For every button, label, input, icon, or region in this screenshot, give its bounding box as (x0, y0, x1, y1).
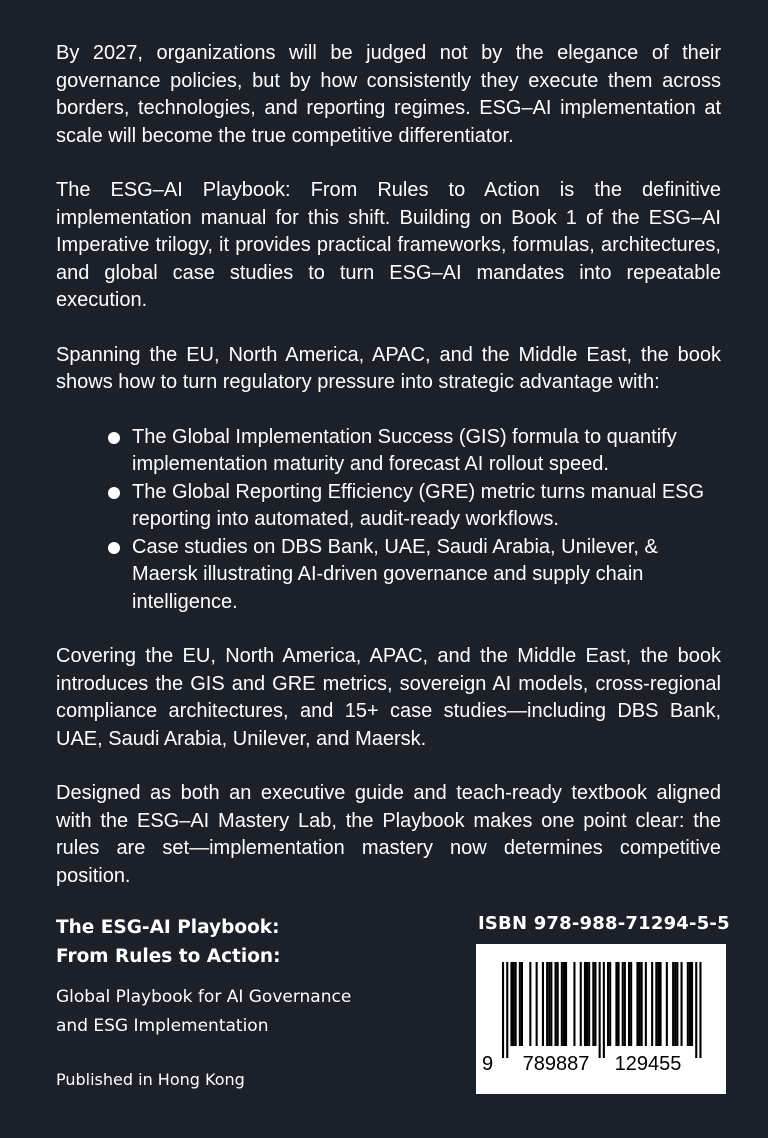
book-subtitle-line-1: Global Playbook for AI Governance (56, 987, 352, 1007)
book-subtitle (56, 983, 436, 1041)
barcode-bar (510, 962, 512, 1046)
barcode-bar (586, 962, 588, 1046)
barcode-bar (580, 962, 582, 1046)
barcode-bar (676, 962, 678, 1046)
barcode-bar (660, 962, 662, 1046)
intro-paragraph: By 2027, organizations will be judged not by the elegance of their governance policies, but by how consistently they execute them across borders, technologies, and reporting regimes. ESG–AI implementation at scale will become the true competitive differentiator. (56, 42, 721, 147)
barcode-bar (594, 962, 596, 1046)
book-subtitle-line-2: and ESG Implementation (56, 1016, 269, 1036)
regions-paragraph: Spanning the EU, North America, APAC, and the Middle East, the book shows how to turn regulatory pressure into strategic advantage with: (56, 343, 721, 393)
barcode-bar (592, 962, 594, 1046)
barcode-bar (655, 962, 657, 1046)
barcode-digits-left: 789887 (522, 1053, 590, 1075)
barcode-bar (615, 962, 617, 1046)
barcode-bar (672, 962, 674, 1046)
barcode-bar (506, 962, 508, 1058)
closing-paragraph: Designed as both an executive guide and teach-ready textbook aligned with the ESG–AI Mastery Lab, the Playbook makes one point clear: the rules are set—implementation mastery now determines competitive position. (56, 782, 721, 887)
book-title-line-1: The ESG-AI Playbook: (56, 917, 280, 938)
coverage-paragraph: Covering the EU, North America, APAC, and the Middle East, the book introduces the GIS and GRE metrics, sovereign AI models, cross-regional compliance architectures, and 15+ case studies—including DBS Bank, UAE, Saudi Arabia, Unilever, and Maersk. (56, 645, 721, 750)
list-item: Case studies on DBS Bank, UAE, Saudi Arabia, Unilever, & Maersk illustrating AI-driven governance and supply chain intelligence. (108, 534, 721, 617)
barcode-bar (546, 962, 548, 1046)
barcode-bar (519, 962, 521, 1046)
barcode-bar (609, 962, 611, 1046)
barcode-bar (557, 962, 559, 1046)
barcode-bar (599, 962, 601, 1058)
barcode-bar (666, 962, 668, 1046)
isbn-label: ISBN 978-988-71294-5-5 (478, 913, 730, 934)
barcode-bar (630, 962, 632, 1046)
barcode-bar (573, 962, 575, 1046)
barcode-bar (542, 962, 544, 1046)
barcode-bar (521, 962, 523, 1046)
list-item: The Global Implementation Success (GIS) formula to quantify implementation maturity and forecast AI rollout speed. (108, 424, 721, 479)
barcode-bar (639, 962, 641, 1046)
barcode-bar (607, 962, 609, 1046)
book-title-line-2: From Rules to Action: (56, 946, 281, 967)
barcode-bar (563, 962, 565, 1046)
barcode-bar (628, 962, 630, 1046)
barcode-bar (584, 962, 586, 1046)
barcode-bar (645, 962, 647, 1046)
barcode-digit-first: 9 (482, 1053, 494, 1075)
barcode-bar (588, 962, 590, 1046)
barcode-bar (550, 962, 552, 1046)
barcode-bar (689, 962, 691, 1046)
barcode-digits-right: 129455 (614, 1053, 682, 1075)
barcode-bar (555, 962, 557, 1046)
barcode-bar (561, 962, 563, 1046)
barcode-bar (695, 962, 697, 1058)
barcode-graphic (476, 944, 726, 1094)
barcode-bar (699, 962, 701, 1058)
barcode-bar (636, 962, 638, 1046)
barcode-bar (624, 962, 626, 1046)
barcode-bar (565, 962, 567, 1046)
barcode-bar (687, 962, 689, 1046)
barcode-bar (603, 962, 605, 1058)
barcode-bar (536, 962, 538, 1046)
barcode (476, 944, 726, 1094)
barcode-bar (691, 962, 693, 1046)
barcode-bar (681, 962, 683, 1046)
barcode-bar (513, 962, 515, 1046)
barcode-bar (618, 962, 620, 1046)
imprint-block (56, 913, 436, 1089)
barcode-bar (651, 962, 653, 1046)
publisher-note: Published in Hong Kong (56, 1070, 245, 1089)
list-item: The Global Reporting Efficiency (GRE) metric turns manual ESG reporting into automated, audit-ready workflows. (108, 479, 721, 534)
barcode-bar (641, 962, 643, 1046)
barcode-bar (548, 962, 550, 1046)
back-cover-blurb (56, 40, 721, 917)
barcode-bar (674, 962, 676, 1046)
playbook-paragraph: The ESG–AI Playbook: From Rules to Action is the definitive implementation manual for this shift. Building on Book 1 of the ESG–AI Imperative trilogy, it provides practical frameworks, formulas, architectures, and global case studies to turn ESG–AI mandates into repeatable execution. (56, 179, 721, 311)
barcode-bar (622, 962, 624, 1046)
barcode-bar (657, 962, 659, 1046)
feature-list (56, 424, 721, 617)
barcode-bar (502, 962, 504, 1058)
barcode-bars (502, 962, 702, 1058)
barcode-bar (529, 962, 531, 1046)
barcode-bar (515, 962, 517, 1046)
